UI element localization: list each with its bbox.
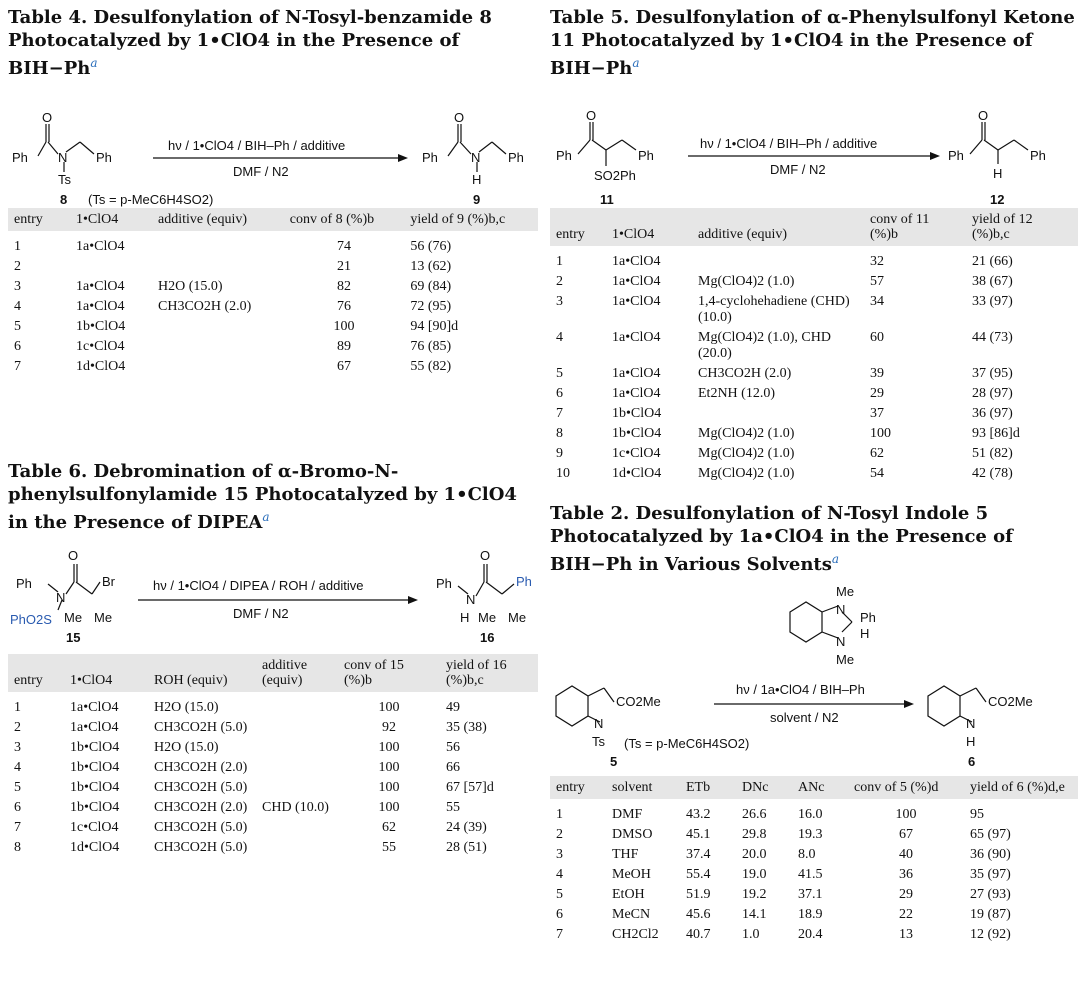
table-row: 1 1a•ClO4 H2O (15.0) 100 49 [14, 700, 460, 715]
table5-scheme [550, 80, 1075, 207]
t4-sm-label-0: O [42, 110, 53, 125]
t4-prod-label-3: Ph [508, 150, 524, 165]
t6-h-entry: entry [14, 673, 43, 688]
t2-bih-label-4: N [836, 634, 846, 649]
t4-h-entry: entry [14, 212, 43, 227]
t4-prod-label-1: Ph [422, 150, 438, 165]
t6-sm-label-6: Me [94, 610, 113, 625]
t2-prod-label-0: CO2Me [988, 694, 1033, 709]
t4-sm-label-2: N [58, 150, 68, 165]
table-row: 3 1a•ClO4 1,4-cyclohehadiene (CHD) (10.0) 34 33 (97) [556, 294, 1013, 325]
t2-h-yield: yield of 6 (%)d,e [970, 780, 1065, 795]
table-row: 6 MeCN 45.6 14.1 18.9 22 19 (87) [556, 907, 1011, 922]
t6-prod-label-6: Me [508, 610, 527, 625]
table2-data [550, 776, 1078, 945]
table-row: 4 1b•ClO4 CH3CO2H (2.0) 100 66 [14, 760, 460, 775]
t6-sm-label-1: Ph [16, 576, 32, 591]
table6-scheme [8, 534, 533, 644]
t2-h-dn: DNc [742, 780, 769, 795]
t2-sm-label-1: N [594, 716, 604, 731]
t4-conditions-top: hν / 1•ClO4 / BIH–Ph / additive [168, 138, 346, 153]
t6-h-cat: 1•ClO4 [70, 673, 113, 688]
t5-conditions-top: hν / 1•ClO4 / BIH–Ph / additive [700, 136, 878, 151]
t5-prod-label-1: Ph [948, 148, 964, 163]
t4-sm-label-4: Ts [58, 172, 71, 187]
t2-sm-note: (Ts = p-MeC6H4SO2) [624, 736, 750, 751]
table4-scheme [8, 80, 528, 207]
table2-scheme [550, 576, 1075, 772]
t6-sm-label-3: Br [102, 574, 115, 589]
table6 [8, 460, 533, 858]
table-row: 2 1a•ClO4 Mg(ClO4)2 (1.0) 57 38 (67) [556, 274, 1013, 289]
t4-sm-number: 8 [60, 192, 68, 207]
table-row: 7 1d•ClO4 67 55 (82) [14, 359, 452, 374]
t5-h-additive: additive (equiv) [698, 227, 788, 242]
table4-data [8, 208, 538, 377]
t5-product-number: 12 [990, 192, 1005, 207]
table-row: 6 1a•ClO4 Et2NH (12.0) 29 28 (97) [556, 386, 1013, 401]
t2-bih-label-3: H [860, 626, 870, 641]
t5-sm-label-0: O [586, 108, 597, 123]
t2-h-an: ANc [798, 780, 825, 795]
t5-sm-label-3: SO2Ph [594, 168, 636, 183]
t4-prod-label-0: O [454, 110, 465, 125]
table-row: 8 1d•ClO4 CH3CO2H (5.0) 55 28 (51) [14, 840, 487, 855]
table2-header-row [550, 776, 1078, 799]
table-row: 6 1b•ClO4 CH3CO2H (2.0) CHD (10.0) 100 55 [14, 800, 460, 815]
t5-sm-label-2: Ph [638, 148, 654, 163]
t2-bih-label-5: Me [836, 652, 855, 667]
t6-h-additive: additive (equiv) [262, 658, 308, 688]
table5-data [550, 208, 1078, 484]
t2-sm-label-0: CO2Me [616, 694, 661, 709]
table-row: 3 1a•ClO4 H2O (15.0) 82 69 (84) [14, 279, 452, 294]
table-row: 6 1c•ClO4 89 76 (85) [14, 339, 452, 354]
t4-product-number: 9 [473, 192, 481, 207]
t5-h-cat: 1•ClO4 [612, 227, 655, 242]
t2-prod-label-1: N [966, 716, 976, 731]
t4-sm-label-1: Ph [12, 150, 28, 165]
t5-conditions-bottom: DMF / N2 [770, 162, 826, 177]
t6-conditions-top: hν / 1•ClO4 / DIPEA / ROH / additive [153, 578, 364, 593]
t6-sm-label-0: O [68, 548, 79, 563]
t5-prod-label-3: H [993, 166, 1003, 181]
table-row: 8 1b•ClO4 Mg(ClO4)2 (1.0) 100 93 [86]d [556, 426, 1020, 441]
table2-caption: Table 2. Desulfonylation of N-Tosyl Indole 5 Photocatalyzed by 1a•ClO4 in the Presence of BIH−Ph in Various Solvents$^a$ [550, 503, 1013, 575]
t6-sm-label-4: PhO2S [10, 612, 52, 627]
t2-product-number: 6 [968, 754, 976, 769]
table-row: 9 1c•ClO4 Mg(ClO4)2 (1.0) 62 51 (82) [556, 446, 1013, 461]
table-row: 3 1b•ClO4 H2O (15.0) 100 56 [14, 740, 460, 755]
t4-sm-label-3: Ph [96, 150, 112, 165]
t4-h-conv: conv of 8 (%)b [289, 212, 375, 227]
t6-prod-label-2: N [466, 592, 476, 607]
t5-sm-label-1: Ph [556, 148, 572, 163]
t2-h-entry: entry [556, 780, 585, 795]
t2-bih-label-2: Ph [860, 610, 876, 625]
table-row: 10 1d•ClO4 Mg(ClO4)2 (1.0) 54 42 (78) [556, 466, 1013, 481]
table4 [8, 6, 528, 377]
t2-prod-label-2: H [966, 734, 976, 749]
t2-sm-number: 5 [610, 754, 618, 769]
t4-h-additive: additive (equiv) [158, 212, 248, 227]
table-row: 2 DMSO 45.1 29.8 19.3 67 65 (97) [556, 827, 1011, 842]
t4-h-yield: yield of 9 (%)b,c [410, 212, 506, 227]
table-row: 7 1b•ClO4 37 36 (97) [556, 406, 1013, 421]
t6-product-number: 16 [480, 630, 495, 645]
table-row: 5 1a•ClO4 CH3CO2H (2.0) 39 37 (95) [556, 366, 1013, 381]
table-row: 4 1a•ClO4 CH3CO2H (2.0) 76 72 (95) [14, 299, 452, 314]
t2-sm-label-2: Ts [592, 734, 605, 749]
t6-prod-label-3: Ph [516, 574, 532, 589]
t6-sm-number: 15 [66, 630, 81, 645]
table-row: 5 1b•ClO4 CH3CO2H (5.0) 100 67 [57]d [14, 780, 494, 795]
table4-header-row [8, 208, 538, 231]
table-row: 2 1a•ClO4 CH3CO2H (5.0) 92 35 (38) [14, 720, 487, 735]
table-row: 1 1a•ClO4 74 56 (76) [14, 239, 452, 254]
table-row: 4 1a•ClO4 Mg(ClO4)2 (1.0), CHD (20.0) 60 44 (73) [556, 330, 1013, 361]
table6-caption: Table 6. Debromination of α-Bromo-N-phenylsulfonylamide 15 Photocatalyzed by 1•ClO4 in the Presence of DIPEA$^a$ [8, 461, 517, 533]
t5-sm-number: 11 [600, 192, 614, 207]
table-row: 4 MeOH 55.4 19.0 41.5 36 35 (97) [556, 867, 1011, 882]
t6-prod-label-5: Me [478, 610, 497, 625]
t5-h-conv: conv of 11 (%)b [870, 212, 930, 242]
table5-caption: Table 5. Desulfonylation of α-Phenylsulfonyl Ketone 11 Photocatalyzed by 1•ClO4 in the Presence of $BIH-Ph^a$ [550, 7, 1075, 79]
table2 [550, 502, 1075, 945]
t5-h-yield: yield of 12 (%)b,c [972, 212, 1033, 242]
table6-data [8, 654, 538, 858]
table-row: 1 DMF 43.2 26.6 16.0 100 95 [556, 807, 984, 822]
t5-prod-label-2: Ph [1030, 148, 1046, 163]
table-row: 5 1b•ClO4 100 94 [90]d [14, 319, 459, 334]
t2-conditions-top: hν / 1a•ClO4 / BIH–Ph [736, 682, 865, 697]
t6-conditions-bottom: DMF / N2 [233, 606, 289, 621]
t5-prod-label-0: O [978, 108, 989, 123]
table-row: 1 1a•ClO4 32 21 (66) [556, 254, 1013, 269]
t2-h-et: ETb [686, 780, 711, 795]
t6-prod-label-0: O [480, 548, 491, 563]
table6-header-row [8, 654, 538, 692]
t6-prod-label-4: H [460, 610, 470, 625]
t4-prod-label-4: H [472, 172, 482, 187]
table-row: 3 THF 37.4 20.0 8.0 40 36 (90) [556, 847, 1011, 862]
t6-prod-label-1: Ph [436, 576, 452, 591]
table4-caption: Table 4. Desulfonylation of N-Tosyl-benzamide 8 Photocatalyzed by 1•ClO4 in the Presence of $BIH-Ph^a$ [8, 7, 492, 79]
t6-h-conv: conv of 15 (%)b [344, 658, 404, 688]
table-row: 7 CH2Cl2 40.7 1.0 20.4 13 12 (92) [556, 927, 1011, 942]
t4-h-cat: 1•ClO4 [76, 212, 119, 227]
table-row: 5 EtOH 51.9 19.2 37.1 29 27 (93) [556, 887, 1011, 902]
t4-sm-note: (Ts = p-MeC6H4SO2) [88, 192, 214, 207]
t6-sm-label-2: N [56, 590, 66, 605]
t4-conditions-bottom: DMF / N2 [233, 164, 289, 179]
table5 [550, 6, 1075, 484]
t5-h-entry: entry [556, 227, 585, 242]
t2-conditions-bottom: solvent / N2 [770, 710, 839, 725]
t6-sm-label-5: Me [64, 610, 83, 625]
t2-bih-label-1: N [836, 602, 846, 617]
t6-h-yield: yield of 16 (%)b,c [446, 658, 507, 688]
t2-h-solvent: solvent [612, 780, 653, 795]
t6-h-roh: ROH (equiv) [154, 673, 228, 688]
table-row: 2 21 13 (62) [14, 259, 452, 274]
table5-header-row [550, 208, 1078, 246]
t2-bih-label-0: Me [836, 584, 855, 599]
t2-h-conv: conv of 5 (%)d [854, 780, 939, 795]
table-row: 7 1c•ClO4 CH3CO2H (5.0) 62 24 (39) [14, 820, 487, 835]
t4-prod-label-2: N [471, 150, 481, 165]
